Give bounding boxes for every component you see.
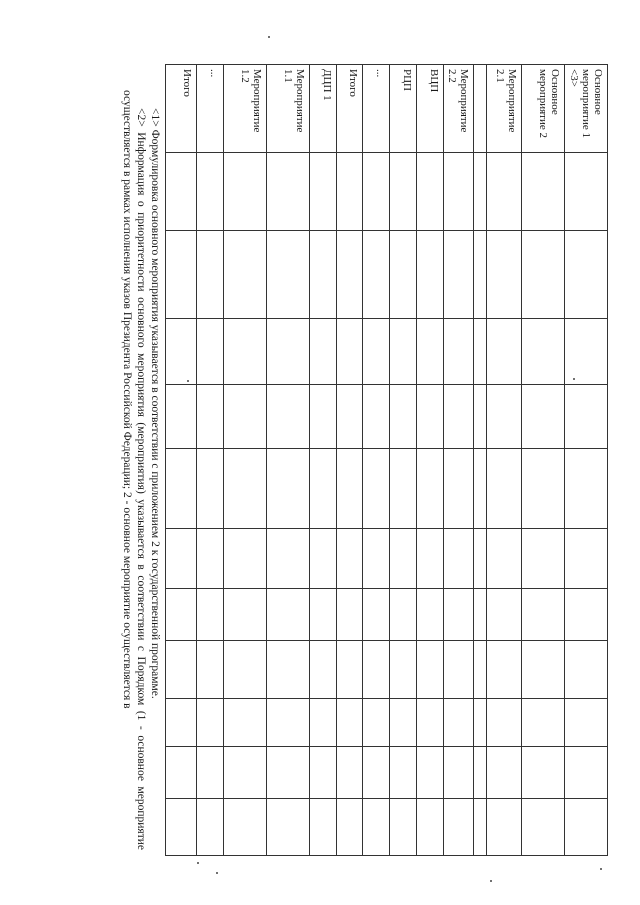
table-row xyxy=(474,65,486,856)
table-row xyxy=(336,65,363,856)
table-row xyxy=(223,65,266,856)
table-row xyxy=(443,65,474,856)
row-label: ДЦП 1 xyxy=(309,65,336,153)
row-label: Основное мероприятие 2 xyxy=(521,65,564,153)
table-row xyxy=(486,65,521,856)
row-label: Итого xyxy=(336,65,363,153)
scan-speck xyxy=(490,880,492,882)
table-row xyxy=(309,65,336,856)
row-label xyxy=(474,65,486,153)
table-row xyxy=(416,65,443,856)
table-row xyxy=(266,65,309,856)
row-label: ... xyxy=(196,65,223,153)
scan-speck xyxy=(268,36,270,38)
scan-speck xyxy=(600,868,602,870)
table-row xyxy=(363,65,390,856)
row-label: Мероприятие 1.1 xyxy=(266,65,309,153)
row-label: ВЦП xyxy=(416,65,443,153)
footnote-2: <2> Информация о приоритетности основного мероприятия (мероприятия) указывается в соответствии с Порядком (1 - основное мероприятие осуществляется в рамках исполнения указов Президента Российской Федерации; 2 - основное мероприятие осуществляется в xyxy=(121,90,147,850)
row-label: Мероприятие 2.2 xyxy=(443,65,474,153)
footnotes xyxy=(120,90,162,850)
program-table xyxy=(165,64,608,856)
scan-speck xyxy=(573,378,575,380)
footnote-1: <1> Формулировка основного мероприятия указывается в соответствии с приложением 2 к государственной программе. xyxy=(149,108,161,699)
table-row xyxy=(564,65,607,856)
scan-speck xyxy=(197,862,199,864)
row-label: Основное мероприятие 1 <3> xyxy=(564,65,607,153)
scan-speck xyxy=(187,380,189,382)
row-label: РЦП xyxy=(390,65,417,153)
row-label: Мероприятие 2.1 xyxy=(486,65,521,153)
table-row xyxy=(196,65,223,856)
row-label: Мероприятие 1.2 xyxy=(223,65,266,153)
table-row xyxy=(521,65,564,856)
table-row xyxy=(166,65,197,856)
table-row xyxy=(390,65,417,856)
row-label: Итого xyxy=(166,65,197,153)
row-label: ... xyxy=(363,65,390,153)
scan-speck xyxy=(216,872,218,874)
